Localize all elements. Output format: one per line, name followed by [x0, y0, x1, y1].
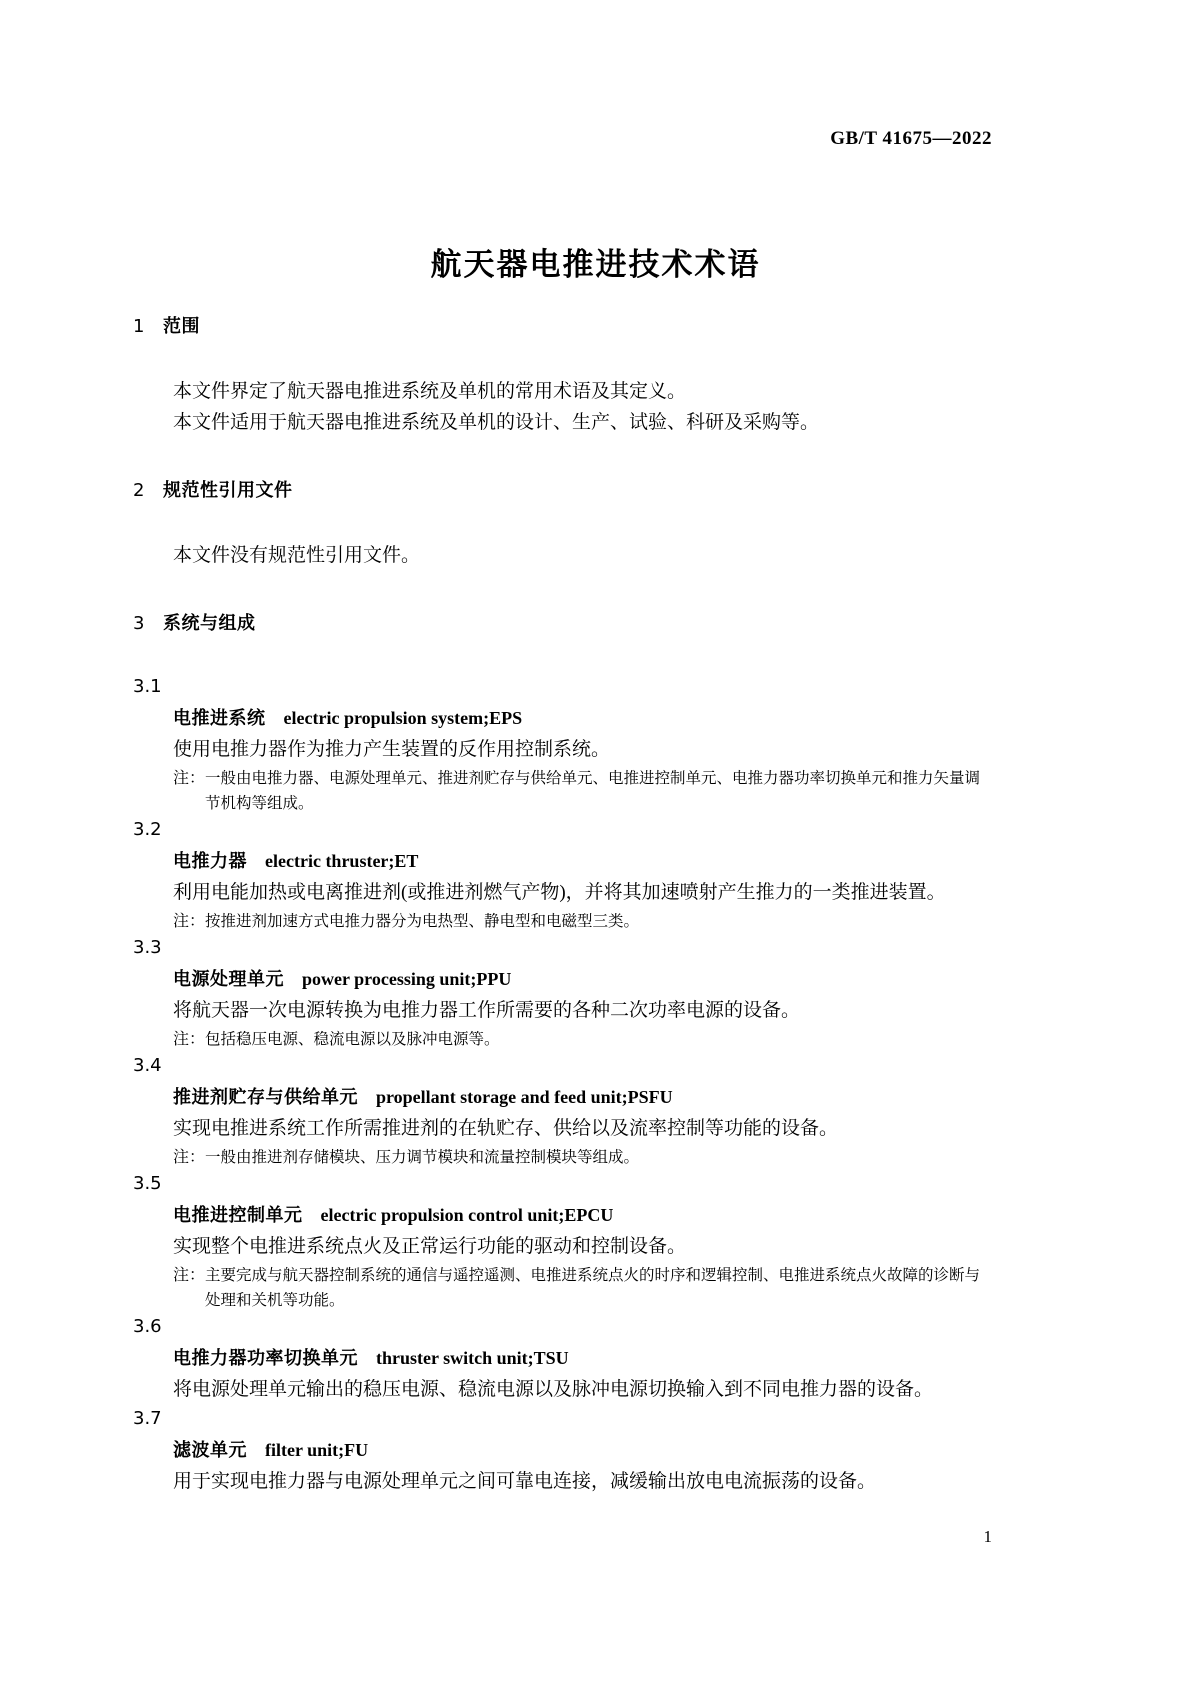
note-text: 按推进剂加速方式电推力器分为电热型、静电型和电磁型三类。 [205, 913, 640, 930]
running-header [0, 128, 992, 150]
note-label: 注： [173, 1031, 206, 1048]
term-name-en: electric thruster;ET [265, 851, 419, 871]
note-label: 注： [173, 913, 206, 930]
term-number: 3.2 [133, 819, 162, 840]
term-definition: 利用电能加热或电离推进剂(或推进剂燃气产物)，并将其加速喷射产生推力的一类推进装置。 [173, 882, 946, 903]
standard-code: GB/T 41675—2022 [830, 128, 992, 149]
term-line [133, 962, 995, 995]
term-entry [133, 1052, 995, 1170]
term-note [133, 765, 995, 816]
term-definition: 将电源处理单元输出的稳压电源、稳流电源以及脉冲电源切换输入到不同电推力器的设备。 [173, 1379, 934, 1400]
term-name-en: electric propulsion system;EPS [283, 708, 523, 728]
term-name-en: propellant storage and feed unit;PSFU [376, 1087, 673, 1107]
note-text: 主要完成与航天器控制系统的通信与遥控遥测、电推进系统点火的时序和逻辑控制、电推进系统点火故障的诊断与处理和关机等功能。 [205, 1267, 981, 1309]
clause-heading-3 [133, 609, 995, 635]
term-definition: 将航天器一次电源转换为电推力器工作所需要的各种二次功率电源的设备。 [173, 1000, 801, 1021]
term-entry [133, 934, 995, 1052]
page-title: 航天器电推进技术术语 [430, 246, 761, 283]
term-definition: 实现整个电推进系统点火及正常运行功能的驱动和控制设备。 [173, 1236, 687, 1257]
note-label: 注： [173, 770, 206, 787]
clause-heading-2 [133, 476, 995, 502]
term-number: 3.7 [133, 1408, 162, 1429]
term-name-cn: 电源处理单元 [173, 969, 284, 990]
term-entry [133, 1170, 995, 1313]
term-entry [133, 1405, 995, 1497]
term-name-cn: 推进剂贮存与供给单元 [173, 1087, 358, 1108]
term-note [133, 908, 995, 934]
term-number: 3.1 [133, 676, 162, 697]
note-text: 一般由推进剂存储模块、压力调节模块和流量控制模块等组成。 [205, 1149, 640, 1166]
term-name-en: filter unit;FU [265, 1440, 369, 1460]
clause-title-2: 规范性引用文件 [163, 480, 293, 501]
term-line [133, 701, 995, 734]
term-entry [133, 673, 995, 816]
term-name-cn: 滤波单元 [173, 1440, 247, 1461]
clause-number-1: 1 [133, 316, 145, 337]
term-name-cn: 电推力器功率切换单元 [173, 1348, 358, 1369]
clause-number-3: 3 [133, 613, 145, 634]
document-body [133, 312, 995, 1497]
term-name-cn: 电推进系统 [173, 708, 266, 729]
clause-number-2: 2 [133, 480, 145, 501]
term-entry [133, 816, 995, 934]
clause-title-3: 系统与组成 [163, 613, 256, 634]
clause-title-1: 范围 [163, 316, 200, 337]
term-name-cn: 电推力器 [173, 851, 247, 872]
term-number: 3.6 [133, 1316, 162, 1337]
term-note [133, 1026, 995, 1052]
term-definition: 用于实现电推力器与电源处理单元之间可靠电连接，减缓输出放电电流振荡的设备。 [173, 1471, 877, 1492]
clause-2-paragraph-1: 本文件没有规范性引用文件。 [173, 545, 421, 566]
term-entry [133, 1313, 995, 1405]
term-number: 3.3 [133, 937, 162, 958]
note-text: 包括稳压电源、稳流电源以及脉冲电源等。 [205, 1031, 500, 1048]
term-name-cn: 电推进控制单元 [173, 1205, 303, 1226]
term-line [133, 1080, 995, 1113]
term-line [133, 1341, 995, 1374]
clause-1-paragraph-2: 本文件适用于航天器电推进系统及单机的设计、生产、试验、科研及采购等。 [173, 412, 820, 433]
term-line [133, 844, 995, 877]
term-definition: 使用电推力器作为推力产生装置的反作用控制系统。 [173, 739, 611, 760]
term-number: 3.4 [133, 1055, 162, 1076]
term-name-en: thruster switch unit;TSU [376, 1348, 569, 1368]
term-number: 3.5 [133, 1173, 162, 1194]
note-label: 注： [173, 1149, 206, 1166]
clause-1-paragraph-1: 本文件界定了航天器电推进系统及单机的常用术语及其定义。 [173, 381, 687, 402]
term-definition: 实现电推进系统工作所需推进剂的在轨贮存、供给以及流率控制等功能的设备。 [173, 1118, 839, 1139]
term-name-en: electric propulsion control unit;EPCU [320, 1205, 614, 1225]
term-line [133, 1198, 995, 1231]
note-label: 注： [173, 1267, 206, 1284]
term-name-en: power processing unit;PPU [302, 969, 512, 989]
clause-heading-1 [133, 312, 995, 338]
term-line [133, 1433, 995, 1466]
note-text: 一般由电推力器、电源处理单元、推进剂贮存与供给单元、电推进控制单元、电推力器功率切换单元和推力矢量调节机构等组成。 [205, 770, 981, 812]
term-note [133, 1262, 995, 1313]
term-note [133, 1144, 995, 1170]
page-number: 1 [983, 1527, 992, 1546]
